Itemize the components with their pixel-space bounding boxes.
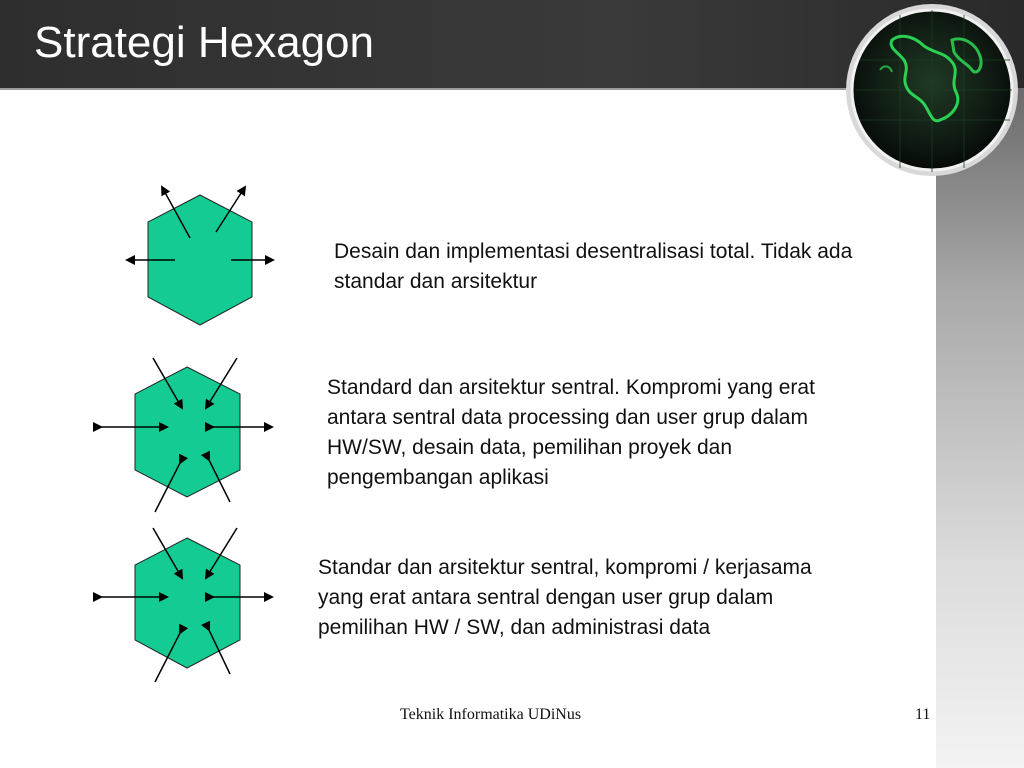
description-3: Standar dan arsitektur sentral, kompromi / kerjasama yang erat antara sentral dengan user grup dalam pemilihan HW / SW, dan administrasi data [318,556,812,639]
hexagon-2 [135,367,240,497]
hexagon-3 [135,538,240,668]
slide-title: Strategi Hexagon [34,18,374,67]
page-number: 11 [915,706,931,723]
hexagon-diagram-2 [101,358,272,512]
hexagon-diagram-1 [127,187,273,325]
description-1: Desain dan implementasi desentralisasi total. Tidak ada standar dan arsitektur [334,240,853,293]
footer-text: Teknik Informatika UDiNus [400,706,582,723]
hexagon-diagram-3 [101,528,272,682]
description-2: Standard dan arsitektur sentral. Kompromi yang erat antara sentral data processing dan user grup dalam HW/SW, desain data, pemilihan proyek dan pengembangan aplikasi [327,376,815,489]
